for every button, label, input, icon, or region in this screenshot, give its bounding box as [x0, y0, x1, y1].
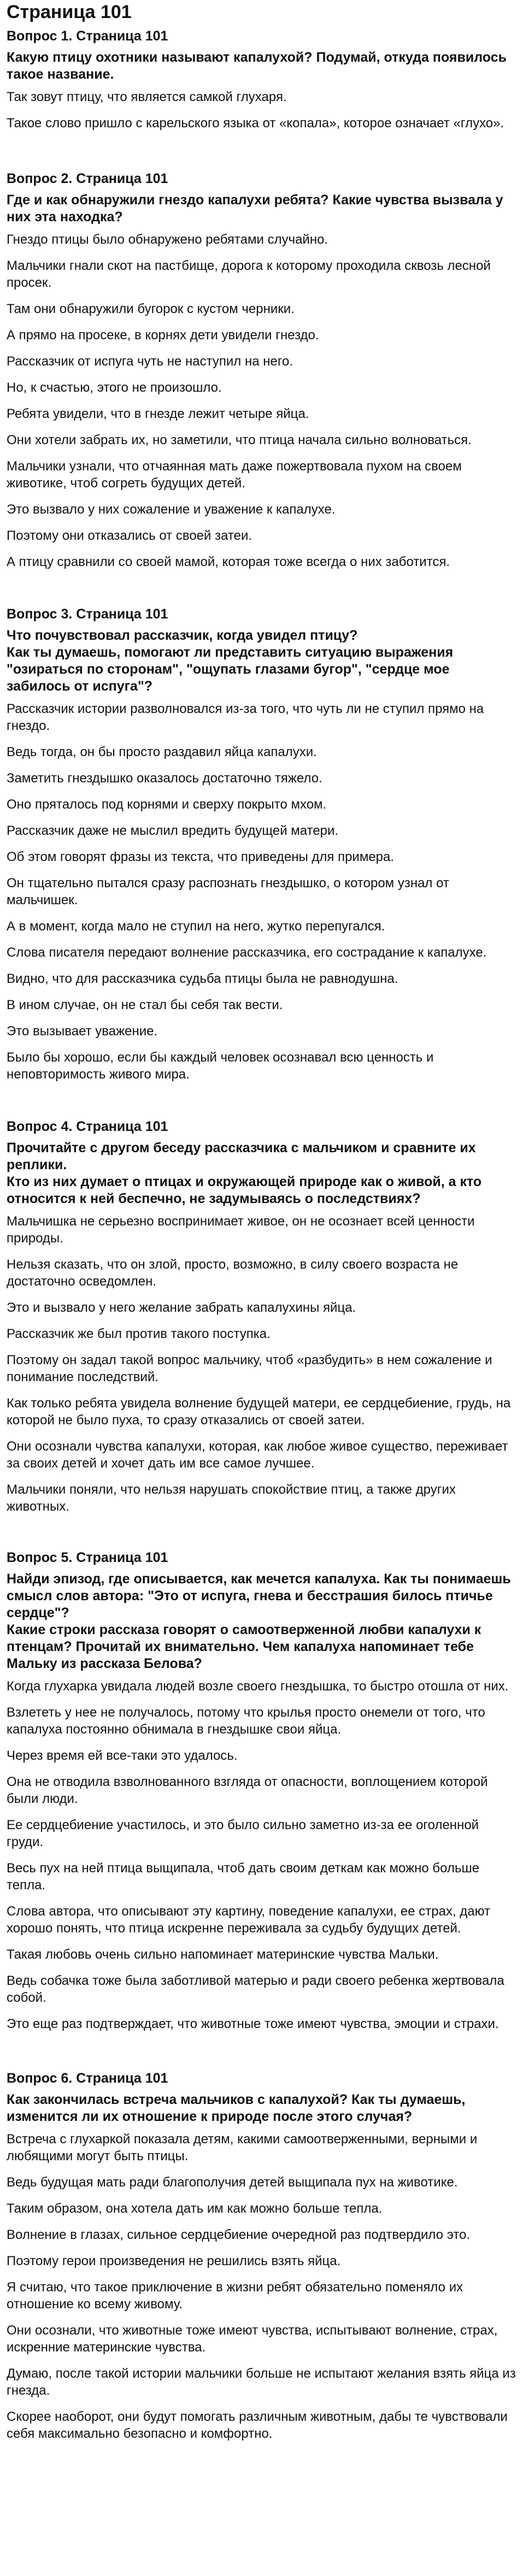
question-line: Что почувствовал рассказчик, когда увидел птицу? — [7, 628, 358, 643]
answer-text — [7, 231, 516, 570]
answer-paragraph: Там они обнаружили бугорок с кустом черники. — [7, 302, 295, 316]
question-block — [7, 27, 516, 132]
question-title: Вопрос 5. Страница 101 — [7, 1550, 168, 1565]
question-text — [7, 2091, 516, 2125]
answer-paragraph: Гнездо птицы было обнаружено ребятами случайно. — [7, 232, 328, 247]
answer-paragraph: Думаю, после такой истории мальчики больше не испытают желания взять яйца из гнезда. — [7, 2366, 516, 2398]
question-text — [7, 192, 516, 226]
question-line: Как закончилась встреча мальчиков с капалухой? Как ты думаешь, изменится ли их отношение к природе после этого случая? — [7, 2092, 466, 2124]
answer-paragraph: Такое слово пришло с карельского языка от «копала», которое означает «глухо». — [7, 116, 504, 131]
answer-paragraph: Мальчики узнали, что отчаянная мать даже пожертвовала пухом на своем животике, чтоб согреть будущих детей. — [7, 459, 462, 491]
question-title: Вопрос 2. Страница 101 — [7, 171, 168, 186]
answer-text — [7, 1213, 516, 1515]
answer-paragraph: Это вызывает уважение. — [7, 1024, 158, 1039]
answer-paragraph: Как только ребята увидела волнение будущей матери, ее сердцебиение, грудь, на которой не было пуха, то сразу отказались от своей затеи. — [7, 1396, 511, 1428]
question-line: Прочитайте с другом беседу рассказчика с мальчиком и сравните их реплики. — [7, 1140, 476, 1172]
answer-paragraph: Взлететь у нее не получалось, потому что крылья просто онемели от того, что капалуха постоянно обнимала в гнездышке свои яйца. — [7, 1705, 485, 1737]
answer-paragraph: Ведь будущая мать ради благополучия детей выщипала пух на животике. — [7, 2175, 458, 2190]
answer-paragraph: Через время ей все-таки это удалось. — [7, 1748, 238, 1763]
answer-text — [7, 1678, 516, 2032]
question-line: Кто из них думает о птицах и окружающей природе как о живой, а кто относится к ней беспечно, не задумываясь о последствиях? — [7, 1174, 482, 1206]
answer-paragraph: Ее сердцебиение участилось, и это было сильно заметно из-за ее оголенной груди. — [7, 1818, 479, 1849]
question-block — [7, 1549, 516, 2032]
answer-paragraph: Рассказчик же был против такого поступка. — [7, 1327, 271, 1341]
answer-text — [7, 700, 516, 1083]
questions-list — [7, 27, 516, 2442]
answer-paragraph: Таким образом, она хотела дать им как можно больше тепла. — [7, 2201, 383, 2216]
answer-text — [7, 89, 516, 132]
question-line: Найди эпизод, где описывается, как мечется капалуха. Как ты понимаешь смысл слов автора: "Это от испуга, гнева и бесстрашия билось птичье сердце"? — [7, 1571, 511, 1620]
answer-paragraph: А прямо на просеке, в корнях дети увидели гнездо. — [7, 328, 319, 343]
question-title: Вопрос 3. Страница 101 — [7, 606, 168, 622]
answer-paragraph: Рассказчик даже не мыслил вредить будущей матери. — [7, 823, 339, 838]
question-block — [7, 605, 516, 1083]
question-text — [7, 627, 516, 695]
answer-paragraph: Мальчишка не серьезно воспринимает живое, он не осознает всей ценности природы. — [7, 1214, 475, 1246]
answer-paragraph: Поэтому герои произведения не решились взять яйца. — [7, 2254, 341, 2268]
answer-paragraph: Он тщательно пытался сразу распознать гнездышко, о котором узнал от мальчишек. — [7, 876, 449, 907]
answer-paragraph: Мальчики поняли, что нельзя нарушать спокойствие птиц, а также других животных. — [7, 1482, 456, 1514]
answer-paragraph: Они осознали, что животные тоже имеют чувства, испытывают волнение, страх, искренние материнские чувства. — [7, 2323, 498, 2355]
question-block — [7, 2070, 516, 2442]
question-text — [7, 49, 516, 83]
question-block — [7, 1118, 516, 1515]
answer-paragraph: Нельзя сказать, что он злой, просто, возможно, в силу своего возраста не достаточно осведомлен. — [7, 1257, 459, 1289]
question-line: Где и как обнаружили гнездо капалухи ребята? Какие чувства вызвала у них эта находка? — [7, 192, 503, 225]
question-line: Как ты думаешь, помогают ли представить ситуацию выражения "озираться по сторонам", "ощупать глазами бугор", "сердце мое забилось от испуга"? — [7, 645, 454, 694]
answer-paragraph: Это еще раз подтверждает, что животные тоже имеют чувства, эмоции и страхи. — [7, 2017, 499, 2031]
answer-paragraph: Но, к счастью, этого не произошло. — [7, 380, 222, 395]
answer-paragraph: Так зовут птицу, что является самкой глухаря. — [7, 90, 287, 104]
answer-paragraph: Встреча с глухаркой показала детям, какими самоотверженными, верными и любящими могут быть птицы. — [7, 2132, 478, 2164]
question-title: Вопрос 1. Страница 101 — [7, 28, 168, 44]
answer-paragraph: Оно пряталось под корнями и сверху покрыто мхом. — [7, 797, 327, 812]
page-title: Страница 101 — [7, 2, 132, 22]
question-block — [7, 170, 516, 570]
answer-paragraph: Ведь тогда, он бы просто раздавил яйца капалухи. — [7, 745, 317, 759]
answer-text — [7, 2131, 516, 2442]
question-line: Какие строки рассказа говорят о самоотверженной любви капалухи к птенцам? Прочитай их внимательно. Чем капалуха напоминает тебе Мальку из рассказа Белова? — [7, 1622, 481, 1671]
answer-paragraph: Рассказчик истории разволновался из-за того, что чуть ли не ступил прямо на гнездо. — [7, 702, 484, 733]
answer-paragraph: А в момент, когда мало не ступил на него, жутко перепугался. — [7, 919, 385, 934]
answer-paragraph: Ребята увидели, что в гнезде лежит четыре яйца. — [7, 406, 309, 421]
answer-paragraph: Она не отводила взволнованного взгляда от опасности, воплощением которой были люди. — [7, 1775, 488, 1806]
answer-paragraph: Слова автора, что описывают эту картину, поведение капалухи, ее страх, дают хорошо понять, что птица искренне переживала за судьбу будущих детей. — [7, 1904, 491, 1936]
answer-paragraph: Когда глухарка увидала людей возле своего гнездышка, то быстро отошла от них. — [7, 1679, 509, 1694]
question-title: Вопрос 6. Страница 101 — [7, 2071, 168, 2086]
answer-paragraph: Поэтому они отказались от своей затеи. — [7, 528, 252, 543]
answer-paragraph: Скорее наоборот, они будут помогать различным животным, дабы те чувствовали себя максимально безопасно и комфортно. — [7, 2409, 508, 2441]
answer-paragraph: В ином случае, он не стал бы себя так вести. — [7, 998, 283, 1012]
answer-paragraph: Заметить гнездышко оказалось достаточно тяжело. — [7, 771, 322, 786]
question-text — [7, 1571, 516, 1672]
answer-paragraph: Они хотели забрать их, но заметили, что птица начала сильно волноваться. — [7, 433, 472, 447]
answer-paragraph: Рассказчик от испуга чуть не наступил на него. — [7, 354, 293, 369]
answer-paragraph: Это и вызвало у него желание забрать капалухины яйца. — [7, 1300, 356, 1315]
answer-paragraph: Мальчики гнали скот на пастбище, дорога к которому проходила сквозь лесной просек. — [7, 258, 491, 290]
answer-paragraph: Поэтому он задал такой вопрос мальчику, чтоб «разбудить» в нем сожаление и понимание последствий. — [7, 1353, 492, 1384]
question-title: Вопрос 4. Страница 101 — [7, 1119, 168, 1134]
answer-paragraph: Было бы хорошо, если бы каждый человек осознавал всю ценность и неповторимость живого мира. — [7, 1050, 434, 1082]
answer-paragraph: Я считаю, что такое приключение в жизни ребят обязательно поменяло их отношение ко всему живому. — [7, 2280, 463, 2312]
answer-paragraph: Это вызвало у них сожаление и уважение к капалухе. — [7, 502, 336, 517]
question-line: Какую птицу охотники называют капалухой? Подумай, откуда появилось такое название. — [7, 50, 507, 82]
answer-paragraph: Видно, что для рассказчика судьба птицы была не равнодушна. — [7, 971, 398, 986]
answer-paragraph: Они осознали чувства капалухи, которая, как любое живое существо, переживает за своих детей и хочет дать им все самое лучшее. — [7, 1439, 508, 1471]
answer-paragraph: Ведь собачка тоже была заботливой матерью и ради своего ребенка жертвовала собой. — [7, 1973, 504, 2005]
answer-paragraph: Весь пух на ней птица выщипала, чтоб дать своим деткам как можно больше тепла. — [7, 1861, 480, 1893]
question-text — [7, 1140, 516, 1207]
answer-paragraph: Слова писателя передают волнение рассказчика, его сострадание к капалухе. — [7, 945, 487, 960]
answer-paragraph: Об этом говорят фразы из текста, что приведены для примера. — [7, 850, 395, 864]
answer-paragraph: А птицу сравнили со своей мамой, которая тоже всегда о них заботится. — [7, 555, 450, 569]
answer-paragraph: Такая любовь очень сильно напоминает материнские чувства Мальки. — [7, 1947, 439, 1962]
answer-paragraph: Волнение в глазах, сильное сердцебиение очередной раз подтвердило это. — [7, 2227, 471, 2242]
